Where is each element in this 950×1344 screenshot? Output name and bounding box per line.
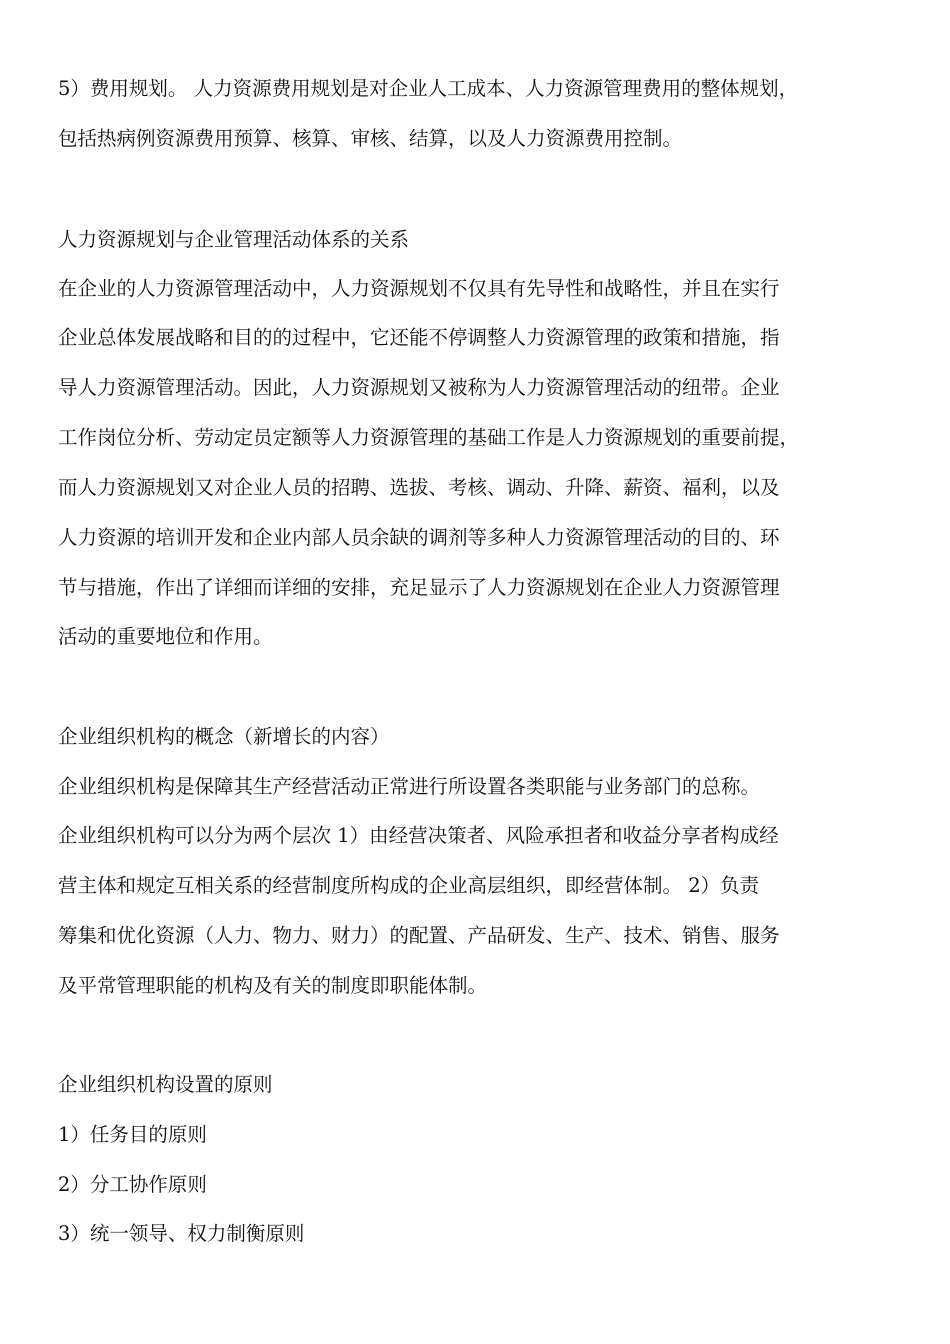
list-item: 3）统一领导、权力制衡原则 — [58, 1222, 305, 1245]
list-item: 2）分工协作原则 — [58, 1173, 207, 1196]
paragraph-line: 工作岗位分析、劳动定员定额等人力资源管理的基础工作是人力资源规划的重要前提， — [58, 426, 800, 449]
paragraph-line: 节与措施，作出了详细而详细的安排，充足显示了人力资源规划在企业人力资源管理 — [58, 576, 780, 599]
section-heading: 企业组织机构设置的原则 — [58, 1073, 273, 1096]
paragraph-line: 企业组织机构是保障其生产经营活动正常进行所设置各类职能与业务部门的总称。 — [58, 775, 761, 798]
paragraph-line: 营主体和规定互相关系的经营制度所构成的企业高层组织，即经营体制。 2）负责 — [58, 874, 760, 897]
paragraph-line: 及平常管理职能的机构及有关的制度即职能体制。 — [58, 974, 488, 997]
paragraph-line: 筹集和优化资源（人力、物力、财力）的配置、产品研发、生产、技术、销售、服务 — [58, 924, 780, 947]
list-item: 1）任务目的原则 — [58, 1123, 207, 1146]
paragraph-line: 导人力资源管理活动。因此，人力资源规划又被称为人力资源管理活动的纽带。企业 — [58, 376, 780, 399]
paragraph-line: 5）费用规划。 人力资源费用规划是对企业人工成本、人力资源管理费用的整体规划， — [58, 77, 799, 100]
paragraph-line: 而人力资源规划又对企业人员的招聘、选拔、考核、调动、升降、薪资、福利，以及 — [58, 476, 780, 499]
paragraph-line: 包括热病例资源费用预算、核算、审核、结算，以及人力资源费用控制。 — [58, 127, 683, 150]
paragraph-line: 企业总体发展战略和目的的过程中，它还能不停调整人力资源管理的政策和措施，指 — [58, 326, 780, 349]
paragraph-line: 企业组织机构可以分为两个层次 1）由经营决策者、风险承担者和收益分享者构成经 — [58, 824, 779, 847]
section-heading: 企业组织机构的概念（新增长的内容） — [58, 725, 390, 748]
paragraph-line: 活动的重要地位和作用。 — [58, 625, 273, 648]
paragraph-line: 在企业的人力资源管理活动中，人力资源规划不仅具有先导性和战略性，并且在实行 — [58, 277, 780, 300]
section-heading: 人力资源规划与企业管理活动体系的关系 — [58, 228, 410, 251]
paragraph-line: 人力资源的培训开发和企业内部人员余缺的调剂等多种人力资源管理活动的目的、环 — [58, 526, 780, 549]
